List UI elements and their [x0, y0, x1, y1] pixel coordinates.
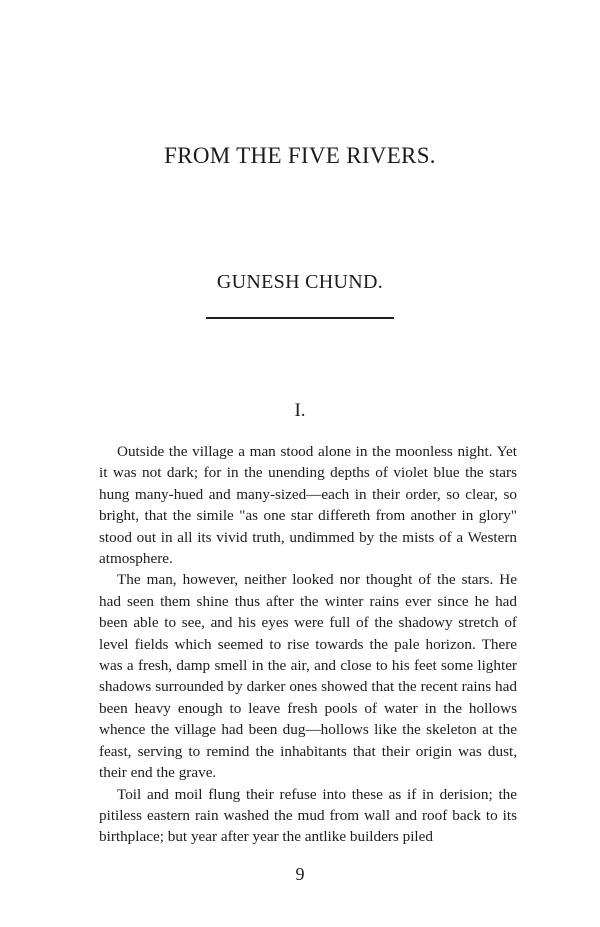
paragraph: Outside the village a man stood alone in the moonless night. Yet it was not dark; for in the unending depths of violet blue the stars hung many-hued and many-sized—each in their order, so clear, so bright, that the simile "as one star differeth from another in glory" stood out in all its vivid truth, undimmed by the mists of a Western atmosphere.	[99, 443, 517, 568]
title-divider	[206, 317, 394, 319]
chapter-title: GUNESH CHUND.	[216, 271, 384, 293]
paragraph: The man, however, neither looked nor thought of the stars. He had seen them shine thus after the winter rains ever since he had been able to see, and his eyes were full of the shadowy stretch of level fields which seemed to rise towards the pale horizon. There was a fresh, damp smell in the air, and close to his feet some lighter shadows surrounded by darker ones showed that the recent rains had been heavy enough to leave fresh pools of water in the hollows whence the village had been dug—hollows like the skeleton at the feast, serving to remind the inhabitants that their origin was dust, their end the grave.	[99, 571, 517, 782]
paragraph: Toil and moil flung their refuse into these as if in derision; the pitiless eastern rain washed the mud from wall and roof back to its birthplace; but year after year the antlike builders piled	[99, 785, 517, 846]
page-number: 9	[295, 864, 305, 884]
section-numeral: I.	[294, 400, 306, 421]
book-title: FROM THE FIVE RIVERS.	[164, 143, 436, 168]
body-text	[99, 441, 517, 848]
